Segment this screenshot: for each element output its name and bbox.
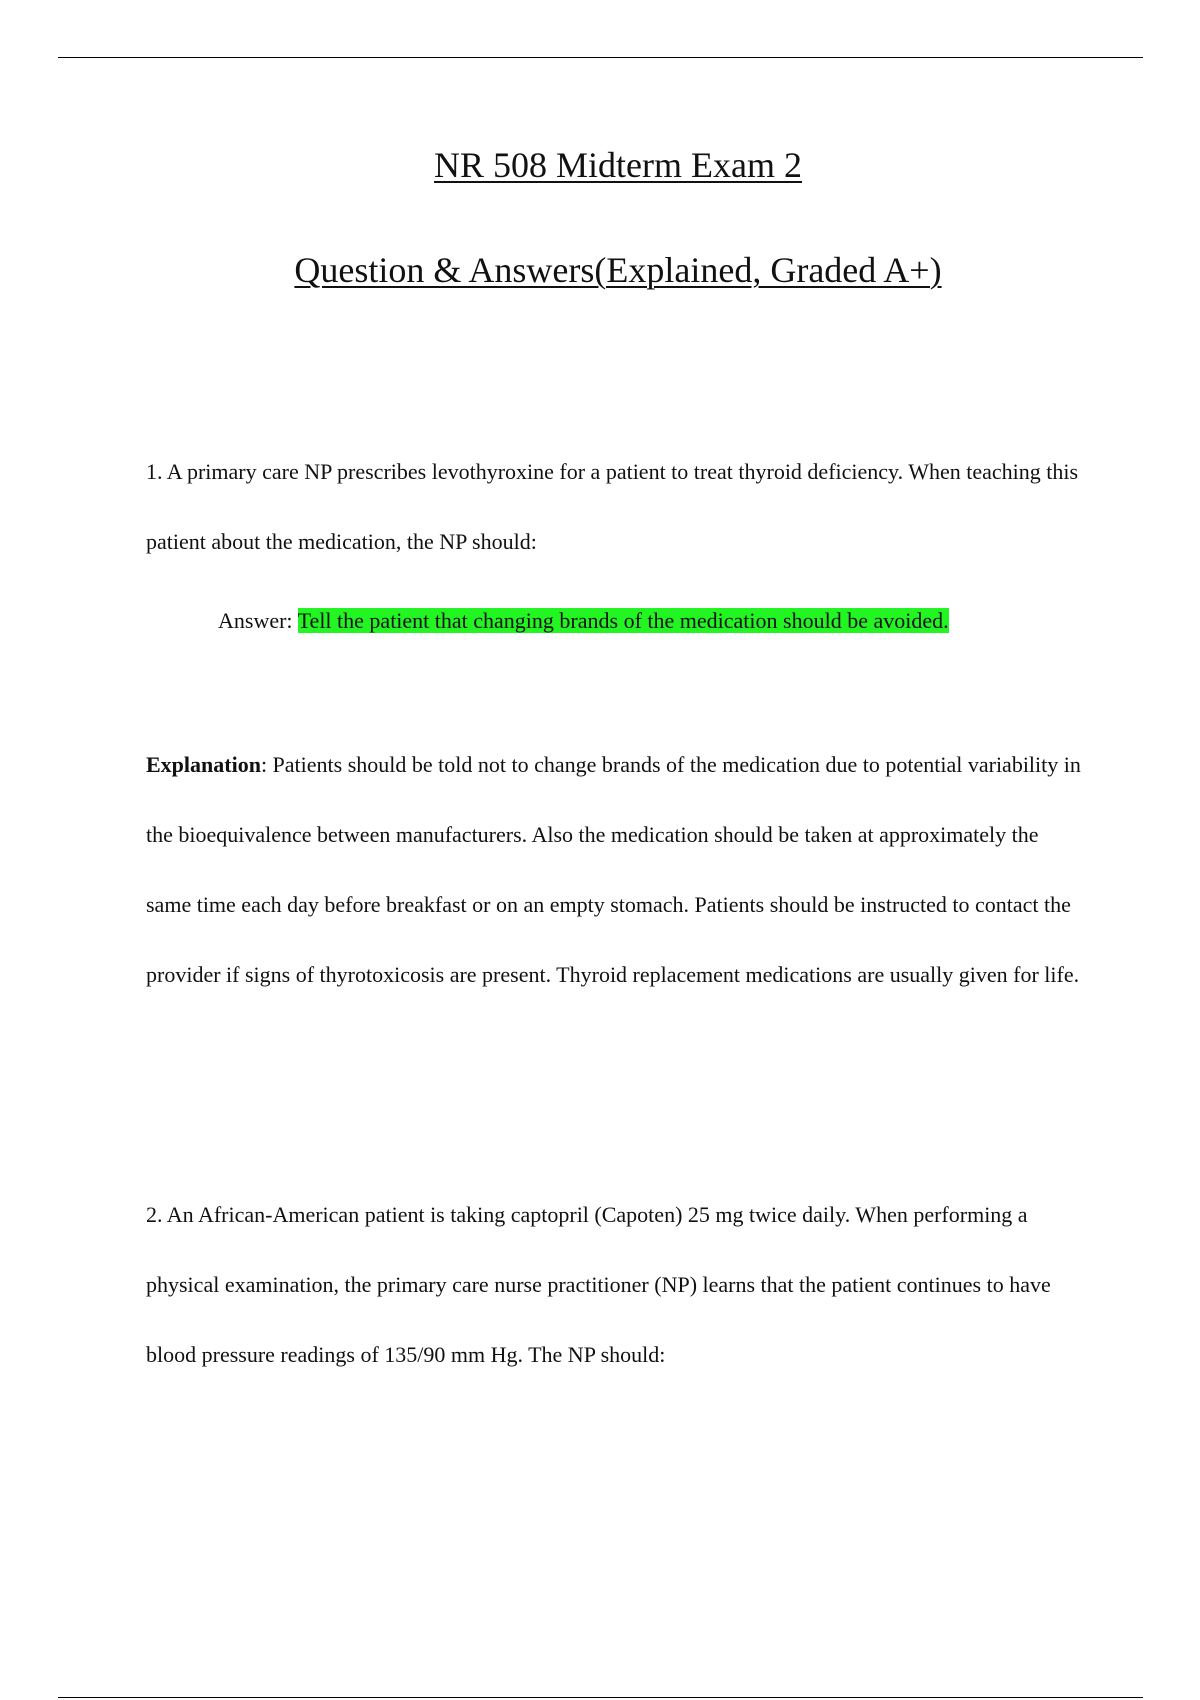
question-1-text: 1. A primary care NP prescribes levothyroxine for a patient to treat thyroid deficiency. When teaching this patient about the medication, the NP should: xyxy=(146,459,1079,554)
document-subtitle: Question & Answers(Explained, Graded A+) xyxy=(294,250,942,290)
question-1-explanation xyxy=(146,730,1086,1010)
document-title: NR 508 Midterm Exam 2 xyxy=(434,145,802,185)
question-1-answer xyxy=(218,608,949,634)
answer-highlighted-text: Tell the patient that changing brands of the medication should be avoided. xyxy=(297,608,949,633)
question-2-text: 2. An African-American patient is taking captopril (Capoten) 25 mg twice daily. When performing a physical examination, the primary care nurse practitioner (NP) learns that the patient continues to have blood pressure readings of 135/90 mm Hg. The NP should: xyxy=(146,1202,1051,1367)
explanation-text: : Patients should be told not to change brands of the medication due to potential variability in the bioequivalence between manufacturers. Also the medication should be taken at approximately the same time each day before breakfast or on an empty stomach. Patients should be instructed to contact the provider if signs of thyrotoxicosis are present. Thyroid replacement medications are usually given for life. xyxy=(146,752,1081,987)
bottom-rule xyxy=(58,1697,1143,1698)
explanation-label: Explanation xyxy=(146,752,261,777)
answer-label: Answer: xyxy=(218,608,298,633)
top-rule xyxy=(58,57,1143,58)
